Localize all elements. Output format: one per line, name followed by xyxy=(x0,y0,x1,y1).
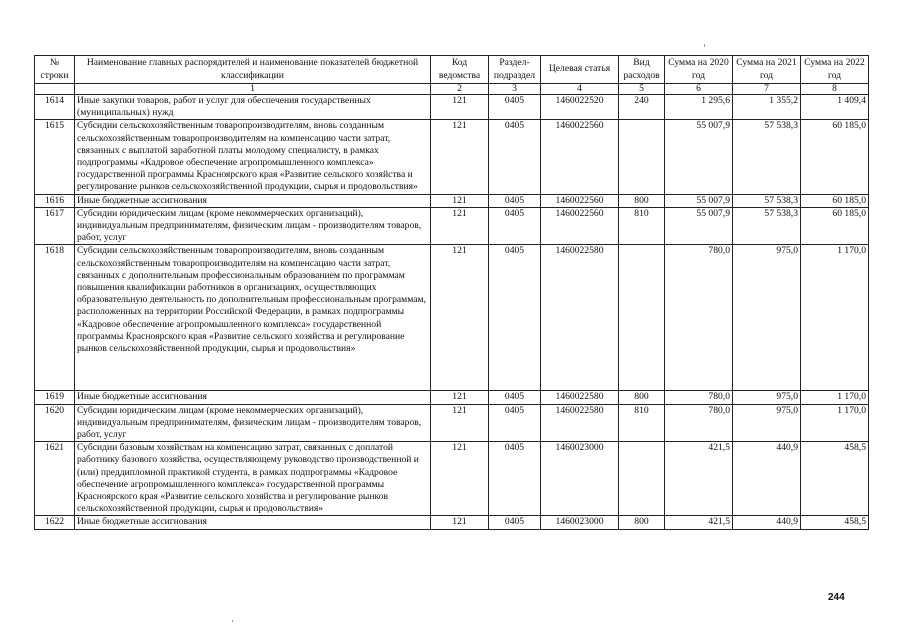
row-sum-2020: 55 007,9 xyxy=(665,194,733,207)
row-name: Иные бюджетные ассигнования xyxy=(75,516,431,529)
row-number: 1617 xyxy=(35,207,75,245)
row-target-article: 1460022580 xyxy=(541,404,619,442)
row-sum-2022: 458,5 xyxy=(801,442,869,516)
row-name: Иные бюджетные ассигнования xyxy=(75,194,431,207)
column-number: 7 xyxy=(733,84,801,95)
header-target-article: Целевая статья xyxy=(541,56,619,84)
row-expense-type: 240 xyxy=(619,95,665,120)
row-sum-2022: 60 185,0 xyxy=(801,120,869,194)
row-dept-code: 121 xyxy=(431,245,489,391)
row-sum-2020: 421,5 xyxy=(665,442,733,516)
row-expense-type xyxy=(619,120,665,194)
row-target-article: 1460023000 xyxy=(541,516,619,529)
row-sum-2021: 440,9 xyxy=(733,442,801,516)
header-sum-2022: Сумма на 2022 год xyxy=(801,56,869,84)
row-sum-2021: 57 538,3 xyxy=(733,207,801,245)
row-expense-type: 800 xyxy=(619,391,665,404)
row-dept-code: 121 xyxy=(431,95,489,120)
row-dept-code: 121 xyxy=(431,442,489,516)
table-row xyxy=(35,391,869,404)
header-row-number: № строки xyxy=(35,56,75,84)
row-sum-2020: 55 007,9 xyxy=(665,207,733,245)
row-expense-type xyxy=(619,442,665,516)
row-sum-2022: 60 185,0 xyxy=(801,194,869,207)
row-target-article: 1460022560 xyxy=(541,207,619,245)
scan-speck xyxy=(704,44,705,47)
row-name: Иные закупки товаров, работ и услуг для обеспечения государственных (муниципальных) нужд xyxy=(75,95,431,120)
column-number: 3 xyxy=(489,84,541,95)
column-number: 6 xyxy=(665,84,733,95)
table-row xyxy=(35,95,869,120)
row-number: 1614 xyxy=(35,95,75,120)
row-dept-code: 121 xyxy=(431,207,489,245)
header-sum-2021: Сумма на 2021 год xyxy=(733,56,801,84)
table-row xyxy=(35,516,869,529)
row-section: 0405 xyxy=(489,120,541,194)
header-dept-code: Код ведомства xyxy=(431,56,489,84)
row-sum-2022: 1 409,4 xyxy=(801,95,869,120)
row-sum-2020: 55 007,9 xyxy=(665,120,733,194)
row-sum-2020: 1 295,6 xyxy=(665,95,733,120)
table-row xyxy=(35,194,869,207)
row-name: Субсидии юридическим лицам (кроме некоммерческих организаций), индивидуальным предпринимателям, физическим лицам - производителям товаров, работ, услуг xyxy=(75,404,431,442)
row-name: Субсидии юридическим лицам (кроме некоммерческих организаций), индивидуальным предпринимателям, физическим лицам - производителям товаров, работ, услуг xyxy=(75,207,431,245)
scan-speck xyxy=(232,620,233,622)
row-name: Иные бюджетные ассигнования xyxy=(75,391,431,404)
column-number: 1 xyxy=(75,84,431,95)
row-section: 0405 xyxy=(489,391,541,404)
row-sum-2022: 1 170,0 xyxy=(801,391,869,404)
row-sum-2020: 780,0 xyxy=(665,404,733,442)
column-number: 8 xyxy=(801,84,869,95)
row-section: 0405 xyxy=(489,95,541,120)
row-sum-2021: 1 355,2 xyxy=(733,95,801,120)
header-section: Раздел-подраздел xyxy=(489,56,541,84)
header-name: Наименование главных распорядителей и наименование показателей бюджетной классификации xyxy=(75,56,431,84)
table-row xyxy=(35,207,869,245)
row-section: 0405 xyxy=(489,442,541,516)
row-dept-code: 121 xyxy=(431,194,489,207)
row-expense-type: 800 xyxy=(619,516,665,529)
row-dept-code: 121 xyxy=(431,404,489,442)
row-number: 1619 xyxy=(35,391,75,404)
row-sum-2021: 57 538,3 xyxy=(733,120,801,194)
table-row xyxy=(35,404,869,442)
row-sum-2021: 440,9 xyxy=(733,516,801,529)
row-expense-type: 800 xyxy=(619,194,665,207)
row-target-article: 1460022580 xyxy=(541,245,619,391)
row-section: 0405 xyxy=(489,404,541,442)
row-expense-type: 810 xyxy=(619,207,665,245)
row-target-article: 1460023000 xyxy=(541,442,619,516)
row-target-article: 1460022580 xyxy=(541,391,619,404)
header-row xyxy=(35,56,869,84)
row-target-article: 1460022560 xyxy=(541,194,619,207)
column-number xyxy=(35,84,75,95)
row-target-article: 1460022560 xyxy=(541,120,619,194)
row-target-article: 1460022520 xyxy=(541,95,619,120)
row-sum-2021: 975,0 xyxy=(733,245,801,391)
row-sum-2022: 1 170,0 xyxy=(801,404,869,442)
row-section: 0405 xyxy=(489,207,541,245)
row-number: 1620 xyxy=(35,404,75,442)
row-number: 1621 xyxy=(35,442,75,516)
row-expense-type xyxy=(619,245,665,391)
row-sum-2021: 975,0 xyxy=(733,391,801,404)
budget-sheet xyxy=(34,55,868,530)
row-sum-2022: 458,5 xyxy=(801,516,869,529)
row-name: Субсидии сельскохозяйственным товаропроизводителям, вновь созданным сельскохозяйственным товаропроизводителям на компенсацию части затрат, связанных с выплатой заработной платы молодому специалисту, в рамках подпрограммы «Кадровое обеспечение агропромышленного комплекса» государственной программы Красноярского края «Развитие сельского хозяйства и регулирование рынков сельскохозяйственной продукции, сырья и продовольствия» xyxy=(75,120,431,194)
row-sum-2022: 1 170,0 xyxy=(801,245,869,391)
budget-table xyxy=(34,55,869,530)
page-number: 244 xyxy=(828,592,845,603)
row-dept-code: 121 xyxy=(431,516,489,529)
row-expense-type: 810 xyxy=(619,404,665,442)
row-section: 0405 xyxy=(489,516,541,529)
column-number-row xyxy=(35,84,869,95)
row-number: 1616 xyxy=(35,194,75,207)
row-sum-2020: 421,5 xyxy=(665,516,733,529)
column-number: 4 xyxy=(541,84,619,95)
header-expense-type: Вид расходов xyxy=(619,56,665,84)
table-row xyxy=(35,442,869,516)
row-sum-2021: 975,0 xyxy=(733,404,801,442)
row-dept-code: 121 xyxy=(431,120,489,194)
row-number: 1615 xyxy=(35,120,75,194)
column-number: 5 xyxy=(619,84,665,95)
row-section: 0405 xyxy=(489,245,541,391)
row-sum-2020: 780,0 xyxy=(665,391,733,404)
row-sum-2021: 57 538,3 xyxy=(733,194,801,207)
column-number: 2 xyxy=(431,84,489,95)
row-number: 1622 xyxy=(35,516,75,529)
row-name: Субсидии базовым хозяйствам на компенсацию затрат, связанных с доплатой работнику базового хозяйства, осуществляющему руководство производственной и (или) преддипломной практикой студента, в рамках подпрограммы «Кадровое обеспечение агропромышленного комплекса» государственной программы Красноярского края «Развитие сельского хозяйства и регулирование рынков сельскохозяйственной продукции, сырья и продовольствия» xyxy=(75,442,431,516)
row-name: Субсидии сельскохозяйственным товаропроизводителям, вновь созданным сельскохозяйственным товаропроизводителям на компенсацию части затрат, связанных с дополнительным профессиональным образованием по программам повышения квалификации работников в организациях, осуществляющих образовательную деятельность по дополнительным профессиональным программам, расположенных на территории Российской Федерации, в рамках подпрограммы «Кадровое обеспечение агропромышленного комплекса» государственной программы Красноярского края «Развитие сельского хозяйства и регулирование рынков сельскохозяйственной продукции, сырья и продовольствия» xyxy=(75,245,431,391)
row-number: 1618 xyxy=(35,245,75,391)
row-sum-2020: 780,0 xyxy=(665,245,733,391)
table-row xyxy=(35,245,869,391)
row-dept-code: 121 xyxy=(431,391,489,404)
header-sum-2020: Сумма на 2020 год xyxy=(665,56,733,84)
row-sum-2022: 60 185,0 xyxy=(801,207,869,245)
row-section: 0405 xyxy=(489,194,541,207)
table-row xyxy=(35,120,869,194)
